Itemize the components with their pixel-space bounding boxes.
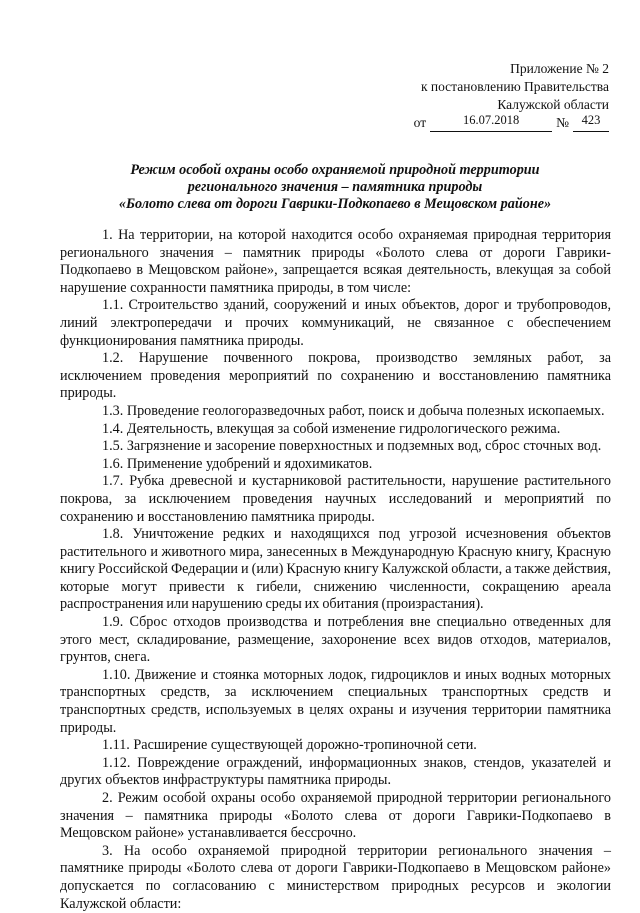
paragraph-1-1: 1.1. Строительство зданий, сооружений и иных объектов, дорог и трубопроводов, линий электропередачи и прочих коммуникаций, не связанное с обеспечением функционирования памятника природы. (60, 297, 611, 349)
decree-date-field (430, 115, 552, 132)
appendix-header (414, 60, 609, 132)
paragraph-1-10: 1.10. Движение и стоянка моторных лодок, гидроциклов и иных водных моторных транспортных средств, за исключением специальных транспортных средств и транспортных средств, используемых в целях охраны и изучения территории памятника природы. (60, 666, 611, 736)
appendix-date-line (414, 114, 609, 132)
appendix-region: Калужской области (497, 97, 609, 112)
paragraph-1: 1. На территории, на которой находится особо охраняемая природная территория регионального значения – памятник природы «Болото слева от дороги Гаврики-Подкопаево в Мещовском районе», запрещается всякая деятельность, влекущая за собой нарушение сохранности памятника природы, в том числе: (60, 227, 611, 296)
decree-number-field (573, 115, 609, 132)
appendix-number: Приложение № 2 (510, 61, 609, 76)
title-line-3: «Болото слева от дороги Гаврики-Подкопаево в Мещовском районе» (118, 196, 552, 212)
paragraph-1-6: 1.6. Применение удобрений и ядохимикатов. (102, 455, 373, 472)
paragraph-1-11: 1.11. Расширение существующей дорожно-тропиночной сети. (102, 737, 477, 754)
decree-number: 423 (581, 113, 601, 127)
number-sign: № (556, 115, 569, 130)
paragraph-1-3: 1.3. Проведение геологоразведочных работ, поиск и добыча полезных ископаемых. (102, 402, 605, 419)
appendix-decree-reference: к постановлению Правительства (420, 79, 609, 94)
paragraph-2: 2. Режим особой охраны особо охраняемой природной территории регионального значения – памятника природы «Болото слева от дороги Гаврики-Подкопаево в Мещовском районе» устанавливается бессрочно. (60, 790, 611, 842)
paragraph-1-12: 1.12. Повреждение ограждений, информационных знаков, стендов, указателей и других объектов инфраструктуры памятника природы. (60, 754, 611, 789)
paragraph-1-4: 1.4. Деятельность, влекущая за собой изменение гидрологического режима. (102, 420, 561, 437)
title-line-2: регионального значения – памятника природы (187, 179, 483, 195)
paragraph-1-8: 1.8. Уничтожение редких и находящихся под угрозой исчезновения объектов растительного и животного мира, занесенных в Международную Красную книгу, Красную книгу Российской Федерации и (или) Красную книгу Калужской области, а также действия, которые могут привести к гибели, снижению численности, сокращению ареала распространения или нарушению среды их обитания (произрастания). (60, 526, 611, 613)
paragraph-1-2: 1.2. Нарушение почвенного покрова, производство земляных работ, за исключением проведения мероприятий по сохранению и восстановлению памятника природы. (60, 350, 611, 402)
paragraph-1-9: 1.9. Сброс отходов производства и потребления вне специально отведенных для этого мест, складирование, размещение, захоронение всех видов отходов, материалов, грунтов, снега. (60, 614, 611, 666)
paragraph-1-7: 1.7. Рубка древесной и кустарниковой растительности, нарушение растительного покрова, за исключением проведения научных исследований и мероприятий по сохранению и восстановлению памятника природы. (60, 473, 611, 525)
paragraph-3: 3. На особо охраняемой природной территории регионального значения – памятнике природы «Болото слева от дороги Гаврики-Подкопаево в Мещовском районе» допускается по согласованию с министерством природных ресурсов и экологии Калужской области: (60, 842, 611, 912)
document-body (60, 227, 611, 913)
date-prefix: от (413, 115, 427, 130)
paragraph-1-5: 1.5. Загрязнение и засорение поверхностных и подземных вод, сброс сточных вод. (102, 438, 602, 455)
decree-date: 16.07.2018 (462, 113, 520, 127)
document-title (60, 162, 610, 213)
title-line-1: Режим особой охраны особо охраняемой природной территории (130, 162, 540, 178)
